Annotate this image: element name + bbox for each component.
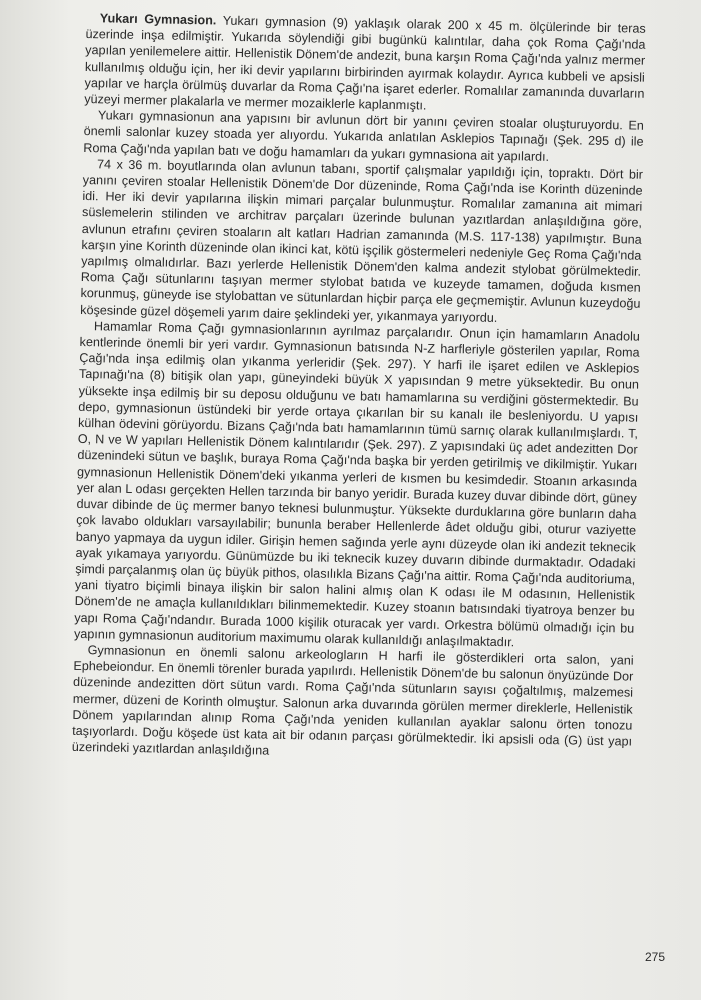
paragraph-1-text: Yukarı gymnasion (9) yaklaşık olarak 200 x 45 m. ölçülerinde bir teras üzerinde inşa edilmiştir. Yukarıda söylendiği gibi bugünkü kalıntılar, daha çok Roma Çağı'nda yapılan yenilemelere aittir. Hellenistik Dönem'de andezit, buna karşın Roma Çağı'nda yalnız mermer kullanılmış olduğu için, her iki devir yapılarını birbirinden ayırmak kolaydır. Ayrıca kubbeli ve apsisli yapılar ve harçla örülmüş duvarlar da Roma Çağı'na işaret ederler. Romalılar zamanında duvarların yüzeyi mermer plakalarla ve mermer mozaiklerle kaplanmıştı. bbox=[84, 13, 646, 113]
page-number: 275 bbox=[645, 950, 666, 964]
paragraph-4: Hamamlar Roma Çağı gymnasionlarının ayrılmaz parçalarıdır. Onun için hamamların Anadolu kentlerinde önemli bir yeri vardır. Gymnasionun batısında N-Z harfleriyle gösterilen yapılar, Roma Çağı'nda inşa edilmiş olan yıkanma yerleridir (Şek. 297). Y harfi ile işaret edilen ve Asklepios Tapınağı'na (8) bitişik olan yapı, güneyindeki büyük X yapısından 9 metre yüksektedir. Bu onun yüksekte inşa edilmiş bir su deposu olduğunu ve batı hamamlarına su verdiğini göstermektedir. Bu depo, gymnasionun üstündeki bir yerde ortaya çıkarılan bir su kanalı ile besleniyordu. U yapısı külhan ödevini görüyordu. Bizans Çağı'nda batı hamamlarının tümü sarnıç olarak kullanılmışlardı. T, O, N ve W yapıları Hellenistik Dönem kalıntılarıdır (Şek. 297). Z yapısındaki üç adet andezitten Dor düzenindeki sütun ve başlık, buraya Roma Çağı'nda başka bir yerden getirilmiş ve dikilmiştir. Yukarı gymnasionun Hellenistik Dönem'deki yıkanma yerleri de kısmen bu kesimdedir. Stoanın arkasında yer alan L odası gerçekten Hellen tarzında bir banyo yeridir. Burada kuzey duvar dibinde dört, güney duvar dibinde de üç mermer banyo teknesi bulunmuştur. Yüksekte durduklarına göre bunların daha çok lavabo oldukları varsayılabilir; bununla beraber Hellenlerde âdet olduğu gibi, oturur vaziyette banyo yapmaya da uygun idiler. Girişin hemen sağında yerle aynı düzeyde olan iki andezit teknecik ayak yıkamaya yarıyordu. Günümüzde bu iki teknecik kuzey duvarın dibinde durmaktadır. Odadaki şimdi parçalanmış olan üç büyük pithos, olasılıkla Bizans Çağı'na aittir. Roma Çağı'nda auditoriuma, yani tiyatro biçimli binaya ilişkin bir salon halini almış olan K odası ile M odasının, Hellenistik Dönem'de ne amaçla kullanıldıkları bilinmemektedir. Kuzey stoanın batısındaki tiyatroya benzer bu yapı Roma Çağı'ndandır. Burada 1000 kişilik oturacak yer vardı. Orkestra bölümü olmadığı için bu yapının gymnasionun auditorium maximumu olarak kullanıldığı anlaşılmaktadır. bbox=[73, 319, 640, 650]
paragraph-2: Yukarı gymnasionun ana yapısını bir avlunun dört bir yanını çeviren stoalar oluşturuyordu. En önemli salonlar kuzey stoada yer alıyordu. Yukarıda anlatılan Asklepios Tapınağı (Şek. 295 d) ile Roma Çağı'nda yapılan batı ve doğu hamamları da yukarı gymnasiona ait yapılardı. bbox=[83, 108, 645, 164]
paragraph-3: 74 x 36 m. boyutlarında olan avlunun tabanı, sportif çalışmalar yapıldığı için, topraktı. Dört bir yanını çeviren stoalar Hellenistik Dönem'de Dor düzeninde, Roma Çağı'nda ise Korinth düzeninde idi. Her iki devir yapılarına ilişkin mimari parçalar bulunmuştur. Romalılar zamanına ait mimari süslemelerin stilinden ve architrav parçaları üzerinde bulunan yazıtlardan anlaşıldığına göre, avlunun etrafını çeviren stoaların alt katları Hadrian zamanında (M.S. 117-138) yapılmıştır. Buna karşın yine Korinth düzeninde olan ikinci kat, kötü işçilik göstermeleri nedeniyle Geç Roma Çağı'nda yapılmış olmalıdırlar. Bazı yerlerde Hellenistik Dönem'den kalma andezit stylobat görülmektedir. Roma Çağı sütunlarını taşıyan mermer stylobat batıda ve kuzeyde tamamen, doğuda kısmen korunmuş, güneyde ise stylobattan ve sütunlardan hiçbir parça ele geçmemiştir. Avlunun kuzeydoğu köşesinde güzel döşemeli yarım daire şeklindeki yer, yıkanmaya yarıyordu. bbox=[80, 157, 644, 325]
paragraph-1 bbox=[84, 10, 646, 118]
body-text bbox=[72, 10, 646, 766]
paragraph-5: Gymnasionun en önemli salonu arkeologların H harfi ile gösterdikleri orta salon, yani Ephebeiondur. En önemli törenler burada yapılırdı. Hellenistik Dönem'de bu salonun önyüzünde Dor düzeninde andezitten dört sütun vardı. Roma Çağı'nda sütunların sayısı çoğaltılmış, malzemesi mermer, düzeni de Korinth olmuştur. Salonun arka duvarında görülen mermer direklerle, Hellenistik Dönem yapılarından alınıp Roma Çağı'nda yeniden kullanılan ayaklar salonu örten tonozu taşıyorlardı. Doğu köşede üst kata ait bir odanın parçası görülmektedir. İki apsisli oda (G) üst yapı üzerindeki yazıtlardan anlaşıldığına bbox=[71, 643, 634, 758]
section-heading: Yukarı Gymnasion. bbox=[99, 11, 217, 28]
